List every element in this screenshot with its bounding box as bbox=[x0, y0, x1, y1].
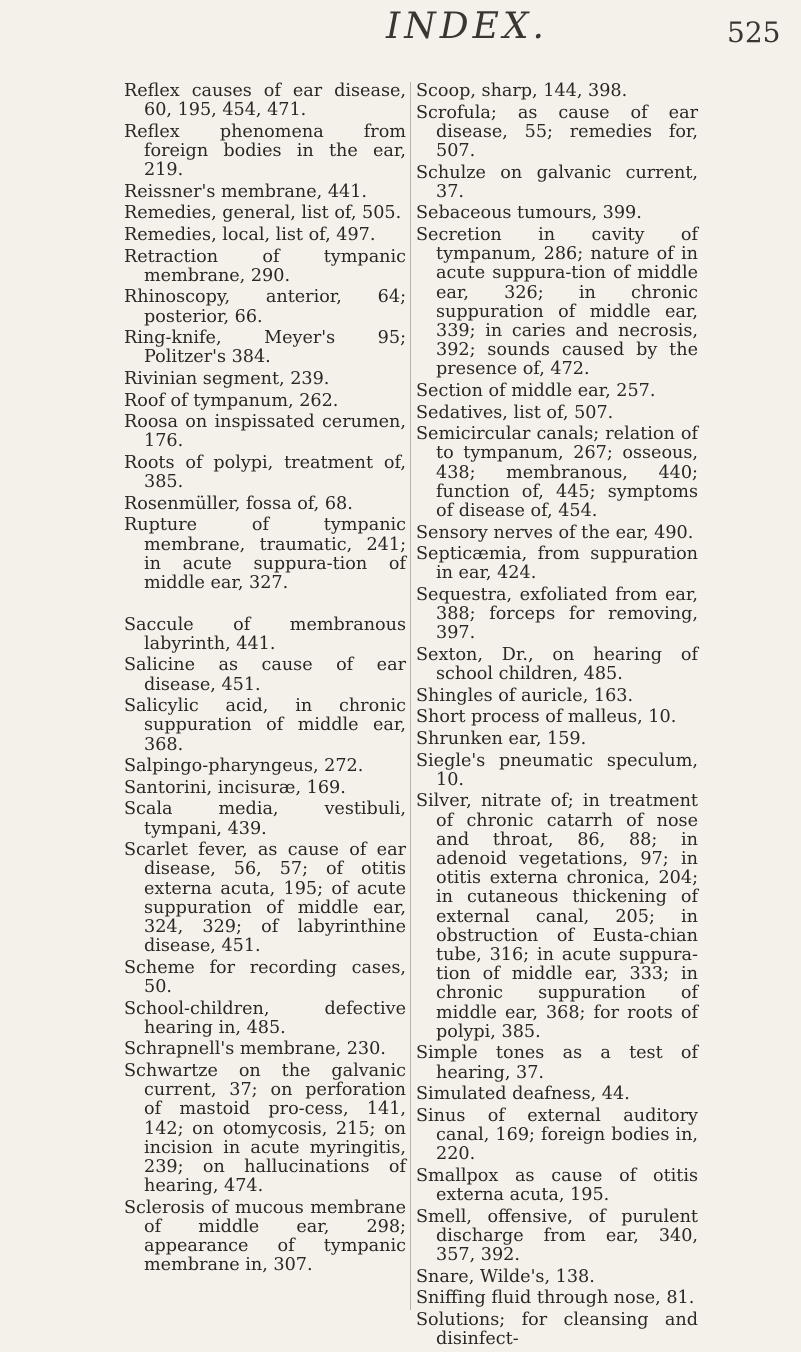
index-entry: Sensory nerves of the ear, 490. bbox=[416, 522, 694, 543]
index-entry: Secretion in cavity of tympanum, 286; nature of in acute suppura-tion of middle ear, 326; in chronic suppuration of middle ear, 339; in caries and necrosis, 392; sounds caused by the presence of, 472. bbox=[416, 224, 698, 380]
index-entry: Sexton, Dr., on hearing of school children, 485. bbox=[416, 644, 698, 685]
index-entry: Roof of tympanum, 262. bbox=[124, 390, 339, 411]
index-entry: Reissner's membrane, 441. bbox=[124, 181, 367, 202]
index-entry: Schulze on galvanic current, 37. bbox=[416, 162, 698, 202]
index-entry: Salicylic acid, in chronic suppuration of middle ear, 368. bbox=[124, 696, 406, 755]
index-entry: Scoop, sharp, 144, 398. bbox=[416, 81, 628, 101]
page-header bbox=[0, 6, 801, 76]
index-entry: Sniffing fluid through nose, 81. bbox=[416, 1288, 695, 1309]
index-entry: Remedies, general, list of, 505. bbox=[124, 203, 402, 224]
index-entry: Roots of polypi, treatment of, 385. bbox=[124, 452, 406, 493]
index-entry: Roosa on inspissated cerumen, 176. bbox=[124, 412, 406, 452]
column-divider bbox=[410, 82, 411, 1310]
index-entry: Schrapnell's membrane, 230. bbox=[124, 1039, 386, 1060]
index-entry: Scarlet fever, as cause of ear disease, 56, 57; of otitis externa acuta, 195; of acute suppuration of middle ear, 324, 329; of labyrinthine disease, 451. bbox=[124, 840, 406, 957]
running-title: INDEX. bbox=[386, 6, 548, 47]
index-entry: School-children, defective hearing in, 485. bbox=[124, 998, 406, 1038]
index-entry: Semicircular canals; relation of to tympanum, 267; osseous, 438; membranous, 440; function of, 445; symptoms of disease of, 454. bbox=[416, 424, 698, 521]
index-entry: Schwartze on the galvanic current, 37; on perforation of mastoid pro-cess, 141, 142; on otomycosis, 215; on incision in acute myringitis, 239; on hallucinations of hearing, 474. bbox=[124, 1060, 406, 1197]
index-entry: Smell, offensive, of purulent discharge from ear, 340, 357, 392. bbox=[416, 1206, 698, 1265]
index-column-right bbox=[416, 82, 698, 1352]
index-entry: Rivinian segment, 239. bbox=[124, 368, 330, 389]
index-entry: Sclerosis of mucous membrane of middle ear, 298; appearance of tympanic membrane in, 307. bbox=[124, 1197, 406, 1276]
index-entry: Rhinoscopy, anterior, 64; posterior, 66. bbox=[124, 287, 406, 327]
index-entry: Scala media, vestibuli, tympani, 439. bbox=[124, 799, 406, 839]
index-entry: Simulated deafness, 44. bbox=[416, 1084, 630, 1105]
page-number: 525 bbox=[727, 16, 781, 49]
index-entry: Simple tones as a test of hearing, 37. bbox=[416, 1043, 698, 1083]
index-entry: Scheme for recording cases, 50. bbox=[124, 957, 406, 997]
index-entry: Ring-knife, Meyer's 95; Politzer's 384. bbox=[124, 328, 406, 368]
index-entry: Silver, nitrate of; in treatment of chronic catarrh of nose and throat, 86, 88; in adenoid vegetations, 97; in otitis externa chronica, 204; in cutaneous thickening of external canal, 205; in obstruction of Eusta-chian tube, 316; in acute suppura-tion of middle ear, 333; in chronic suppuration of middle ear, 368; for roots of polypi, 385. bbox=[416, 791, 698, 1042]
index-entry: Snare, Wilde's, 138. bbox=[416, 1266, 595, 1287]
index-entry: Salicine as cause of ear disease, 451. bbox=[124, 655, 406, 695]
index-column-left bbox=[124, 82, 406, 1278]
index-entry: Siegle's pneumatic speculum, 10. bbox=[416, 750, 698, 790]
index-entry: Sequestra, exfoliated from ear, 388; forceps for removing, 397. bbox=[416, 584, 698, 644]
index-entry: Reflex causes of ear disease, 60, 195, 454, 471. bbox=[124, 81, 406, 121]
index-entry: Sedatives, list of, 507. bbox=[416, 402, 614, 423]
index-entry: Sebaceous tumours, 399. bbox=[416, 203, 642, 224]
index-entry: Scrofula; as cause of ear disease, 55; remedies for, 507. bbox=[416, 102, 698, 161]
index-entry: Saccule of membranous labyrinth, 441. bbox=[124, 614, 406, 654]
index-entry: Section of middle ear, 257. bbox=[416, 381, 656, 401]
index-entry: Remedies, local, list of, 497. bbox=[124, 224, 376, 245]
index-entry: Solutions; for cleansing and disinfect- bbox=[416, 1309, 698, 1349]
index-entry: Shrunken ear, 159. bbox=[416, 728, 587, 749]
index-entry: Short process of malleus, 10. bbox=[416, 707, 677, 728]
index-entry: Smallpox as cause of otitis externa acuta, 195. bbox=[416, 1165, 698, 1205]
index-entry: Septicæmia, from suppuration in ear, 424. bbox=[416, 544, 698, 584]
index-entry: Rupture of tympanic membrane, traumatic, 241; in acute suppura-tion of middle ear, 327. bbox=[124, 515, 406, 593]
index-entry: Rosenmüller, fossa of, 68. bbox=[124, 493, 353, 514]
index-entry: Sinus of external auditory canal, 169; foreign bodies in, 220. bbox=[416, 1105, 698, 1165]
index-entry: Retraction of tympanic membrane, 290. bbox=[124, 246, 406, 286]
index-entry: Shingles of auricle, 163. bbox=[416, 685, 634, 706]
section-gap bbox=[124, 596, 406, 616]
index-entry: Reflex phenomena from foreign bodies in the ear, 219. bbox=[124, 121, 406, 181]
index-entry: Santorini, incisuræ, 169. bbox=[124, 777, 346, 798]
index-entry: Salpingo-pharyngeus, 272. bbox=[124, 756, 364, 777]
